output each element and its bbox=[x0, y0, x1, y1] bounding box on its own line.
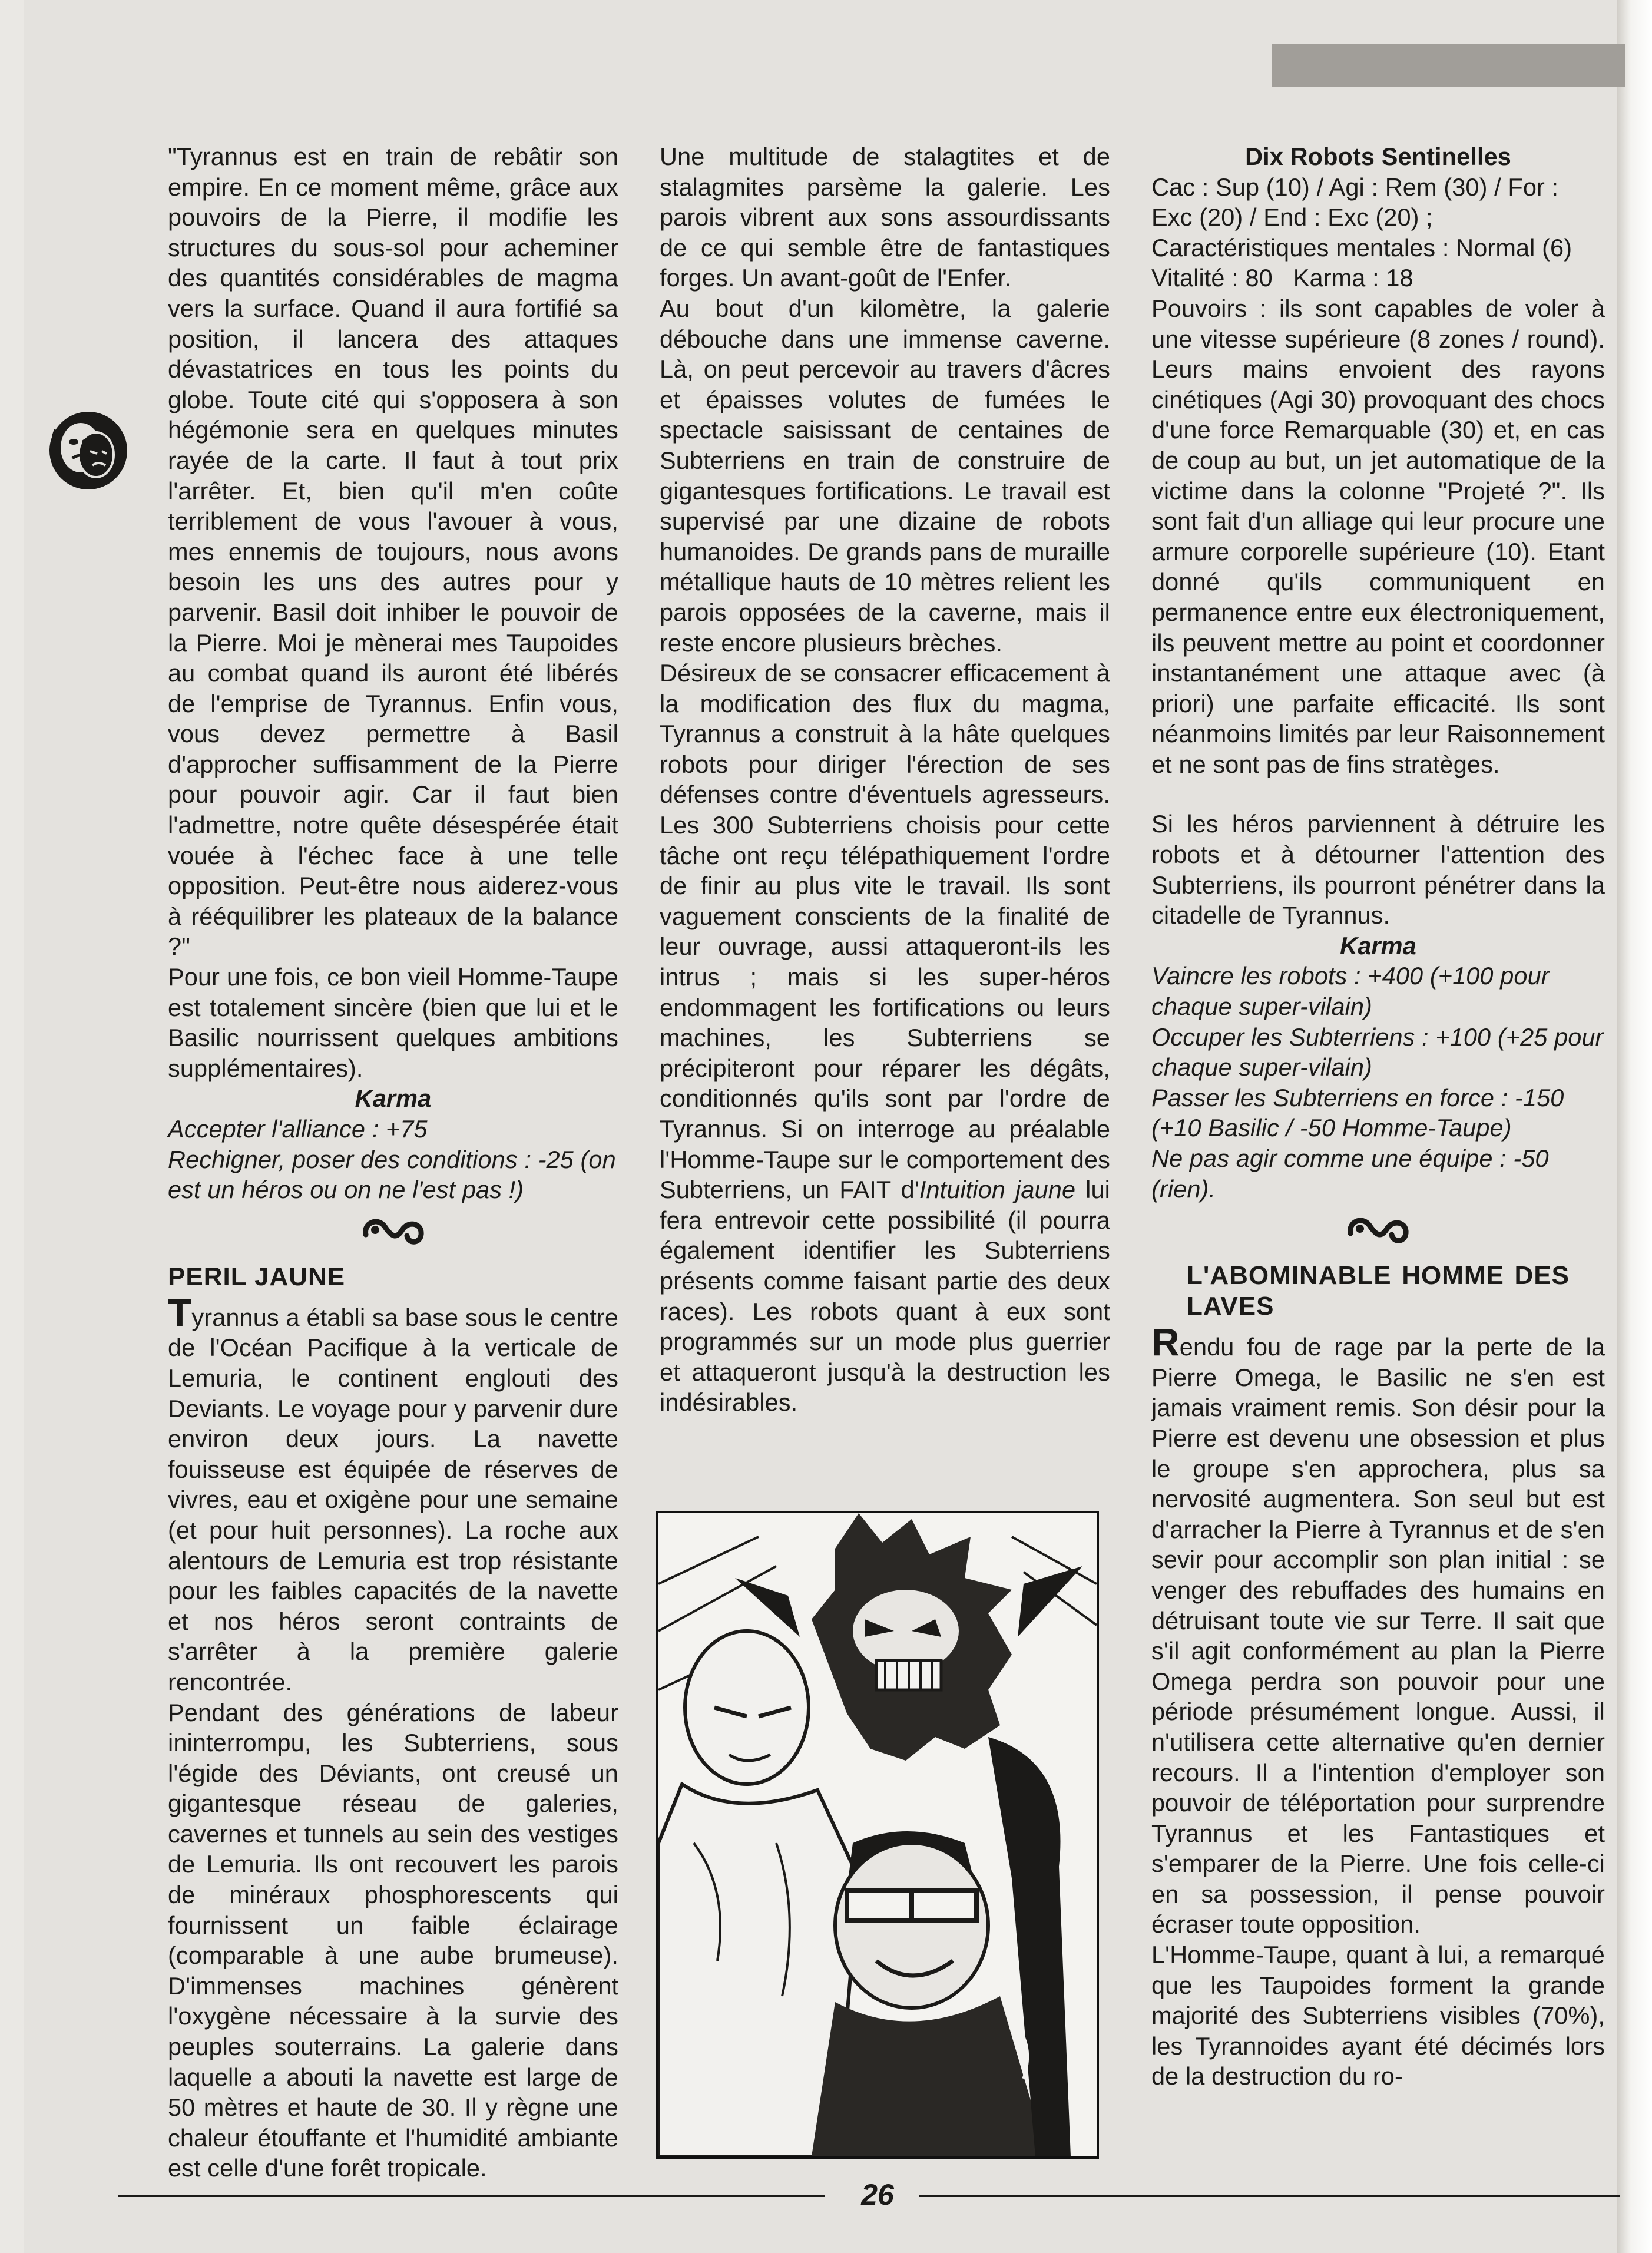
karma-item: Ne pas agir comme une équipe : -50 (rien). bbox=[1151, 1144, 1549, 1203]
karma-item: Rechigner, poser des conditions : -25 (on est un héros ou on ne l'est pas !) bbox=[168, 1145, 616, 1204]
header-band bbox=[1272, 44, 1625, 87]
body-paragraph: Une multitude de stalagtites et de stalagmites parsème la galerie. Les parois vibrent aux sons assourdissants de ce qui semble être de fantastiques forges. Un avant-goût de l'Enfer. bbox=[660, 143, 1110, 292]
drop-cap: R bbox=[1151, 1320, 1180, 1364]
body-paragraph: Pendant des générations de labeur ininterrompu, les Subterriens, sous l'égide des Déviants, ont creusé un gigantesque réseau de galeries, cavernes et tunnels au sein des vestiges de Lemuria. Ils ont recouvert les parois de minéraux phosphorescents qui fournissent un faible éclairage (comparable à une aube brumeuse). D'immenses machines génèrent l'oxygène nécessaire à la survie des peuples souterrains. La galerie dans laquelle a abouti la navette est large de 50 mètres et haute de 30. Il y règne une chaleur étouffante et l'humidité ambiante est celle d'une forêt tropicale. bbox=[168, 1698, 618, 2182]
column-middle bbox=[660, 141, 1110, 1418]
karma-heading: Karma bbox=[355, 1084, 432, 1113]
body-text: endu fou de rage par la perte de la Pierre Omega, le Basilic ne s'en est jamais vraiment remis. Son désir pour la Pierre est devenu une obsession et plus le groupe s'en approchera, plus sa nervosité augmentera. Son seul but est d'arracher la Pierre à Tyrannus et de s'en sevir pour accomplir son plan initial : se venger des rebuffades des humains en détruisant toute vie sur Terre. Il sait que s'il agit conformément au plan la Pierre Omega perdra son pouvoir pour une période présumément longue. Aussi, il n'utilisera cette alternative qu'en dernier recours. Il a l'intention d'employer son pouvoir de téléportation pour surprendre Tyrannus et les Fantastiques et s'emparer de la Pierre. Une fois celle-ci en sa possession, il pense pouvoir écraser toute opposition. bbox=[1151, 1333, 1605, 1938]
stat-block-vitality: Vitalité : 80 Karma : 18 bbox=[1151, 264, 1413, 292]
karma-item: Occuper les Subterriens : +100 (+25 pour chaque super-vilain) bbox=[1151, 1023, 1604, 1081]
page-number: 26 bbox=[861, 2178, 894, 2211]
theatre-mask-icon bbox=[44, 406, 133, 495]
body-paragraph: Au bout d'un kilomètre, la galerie débouche dans une immense caverne. Là, on peut percevoir au travers d'âcres et épaisses volutes de fumées le spectacle saisissant de centaines de Subterriens en train de construire de gigantesques fortifications. Le travail est supervisé par une dizaine de robots humanoides. De grands pans de muraille métallique hauts de 10 mètres relient les parois opposées de la caverne, mais il reste encore plusieurs brèches. bbox=[660, 294, 1110, 657]
karma-item: Vaincre les robots : +400 (+100 pour chaque super-vilain) bbox=[1151, 962, 1550, 1021]
body-paragraph bbox=[660, 658, 1110, 1418]
column-left bbox=[168, 141, 618, 2183]
section-title: L'ABOMINABLE HOMME DES LAVES bbox=[1187, 1261, 1570, 1321]
karma-heading: Karma bbox=[1340, 931, 1416, 960]
column-right bbox=[1151, 141, 1605, 2092]
swirl-ornament-icon bbox=[168, 1205, 618, 1262]
body-paragraph bbox=[1151, 1320, 1605, 1940]
body-paragraph: "Tyrannus est en train de rebâtir son empire. En ce moment même, grâce aux pouvoirs de la Pierre, il modifie les structures du sous-sol pour acheminer des quantités considérables de magma vers la surface. Quand il aura fortifié sa position, il lancera des attaques dévastatrices en tous les points du globe. Toute cité qui s'opposera à son hégémonie sera en quelques minutes rayée de la carte. Il faut à tout prix l'arrêter. Et, bien qu'il m'en coûte terriblement de vous l'avouer à vous, mes ennemis de toujours, nous avons besoin les uns des autres pour y parvenir. Basil doit inhiber le pouvoir de la Pierre. Moi je mènerai mes Taupoides au combat quand ils auront été libérés de l'emprise de Tyrannus. Enfin vous, vous devez permettre à Basil d'approcher suffisamment de la Pierre pour pouvoir agir. Car il faut bien l'admettre, notre quête désespérée était vouée à l'échec face à une telle opposition. Peut-être nous aiderez-vous à rééquilibrer les plateaux de la balance ?" bbox=[168, 143, 618, 961]
footer-rule-right bbox=[919, 2195, 1620, 2197]
body-paragraph bbox=[168, 1290, 618, 1698]
body-text-italic: Intuition jaune bbox=[919, 1176, 1076, 1204]
page-edge bbox=[1617, 0, 1652, 2253]
illustration bbox=[656, 1511, 1099, 2159]
body-paragraph: Pour une fois, ce bon vieil Homme-Taupe est totalement sincère (bien que lui et le Basilic nourrissent quelques ambitions supplémentaires). bbox=[168, 963, 618, 1082]
footer-rule-left bbox=[118, 2195, 825, 2197]
drop-cap: T bbox=[168, 1290, 192, 1334]
body-text: Désireux de se consacrer efficacement à la modification des flux du magma, Tyrannus a construit à la hâte quelques robots pour diriger l'érection de ses défenses contre d'éventuels agresseurs. Les 300 Subterriens choisis pour cette tâche ont reçu télépathiquement l'ordre de finir au plus vite le travail. Ils sont vaguement conscients de la finalité de leur ouvrage, aussi attaqueront-ils les intrus ; mais si les super-héros endommagent les fortifications ou leurs machines, les Subterriens se précipiteront pour réparer les dégâts, conditionnés qu'ils sont par l'ordre de Tyrannus. Si on interroge au préalable l'Homme-Taupe sur le comportement des Subterriens, un FAIT d' bbox=[660, 659, 1110, 1204]
karma-item: Passer les Subterriens en force : -150 (+10 Basilic / -50 Homme-Taupe) bbox=[1151, 1083, 1564, 1142]
body-text: yrannus a établi sa base sous le centre de l'Océan Pacifique à la verticale de Lemuria, le continent englouti des Deviants. Le voyage pour y parvenir dure environ deux jours. La navette fouisseuse est équipée de réserves de vivres, eau et oxigène pour une semaine (et pour huit personnes). La roche aux alentours de Lemuria est trop résistante pour les faibles capacités de la navette et nos héros seront contraints de s'arrêter à la première galerie rencontrée. bbox=[168, 1303, 618, 1696]
body-paragraph: L'Homme-Taupe, quant à lui, a remarqué que les Taupoides forment la grande majorité des Subterriens visibles (70%), les Tyrannoides ayant été décimés lors de la destruction du ro- bbox=[1151, 1941, 1605, 2090]
stat-block-powers: Pouvoirs : ils sont capables de voler à une vitesse supérieure (8 zones / round). Leurs mains envoient des rayons cinétiques (Agi 30) provoquant des chocs d'une force Remarquable (30) et, en cas de coup au but, un jet automatique de la victime dans la colonne "Projeté ?". Ils sont fait d'un alliage qui leur procure une armure corporelle supérieure (10). Etant donné qu'ils communiquent en permanence entre eux électroniquement, ils peuvent mettre au point et coordonner instantanément une attaque avec (à priori) une parfaite efficacité. Ils sont néanmoins limités par leur Raisonnement et ne sont pas de fins stratèges. bbox=[1151, 294, 1605, 778]
karma-item: Accepter l'alliance : +75 bbox=[168, 1115, 428, 1143]
body-paragraph: Si les héros parviennent à détruire les robots et à détourner l'attention des Subterriens, ils pourront pénétrer dans la citadelle de Tyrannus. bbox=[1151, 810, 1605, 929]
swirl-ornament-icon bbox=[1151, 1204, 1605, 1261]
stat-block-stats: Cac : Sup (10) / Agi : Rem (30) / For : Exc (20) / End : Exc (20) ; Caractéristiques mentales : Normal (6) bbox=[1151, 173, 1572, 262]
body-text: lui fera entrevoir cette possibilité (il pourra également identifier les Subterriens présents comme faisant partie des deux races). Les robots quant à eux sont programmés sur un mode plus guerrier et attaqueront jusqu'à la destruction les indésirables. bbox=[660, 1176, 1110, 1417]
section-title: PERIL JAUNE bbox=[168, 1262, 346, 1291]
stat-block-title: Dix Robots Sentinelles bbox=[1245, 143, 1511, 170]
